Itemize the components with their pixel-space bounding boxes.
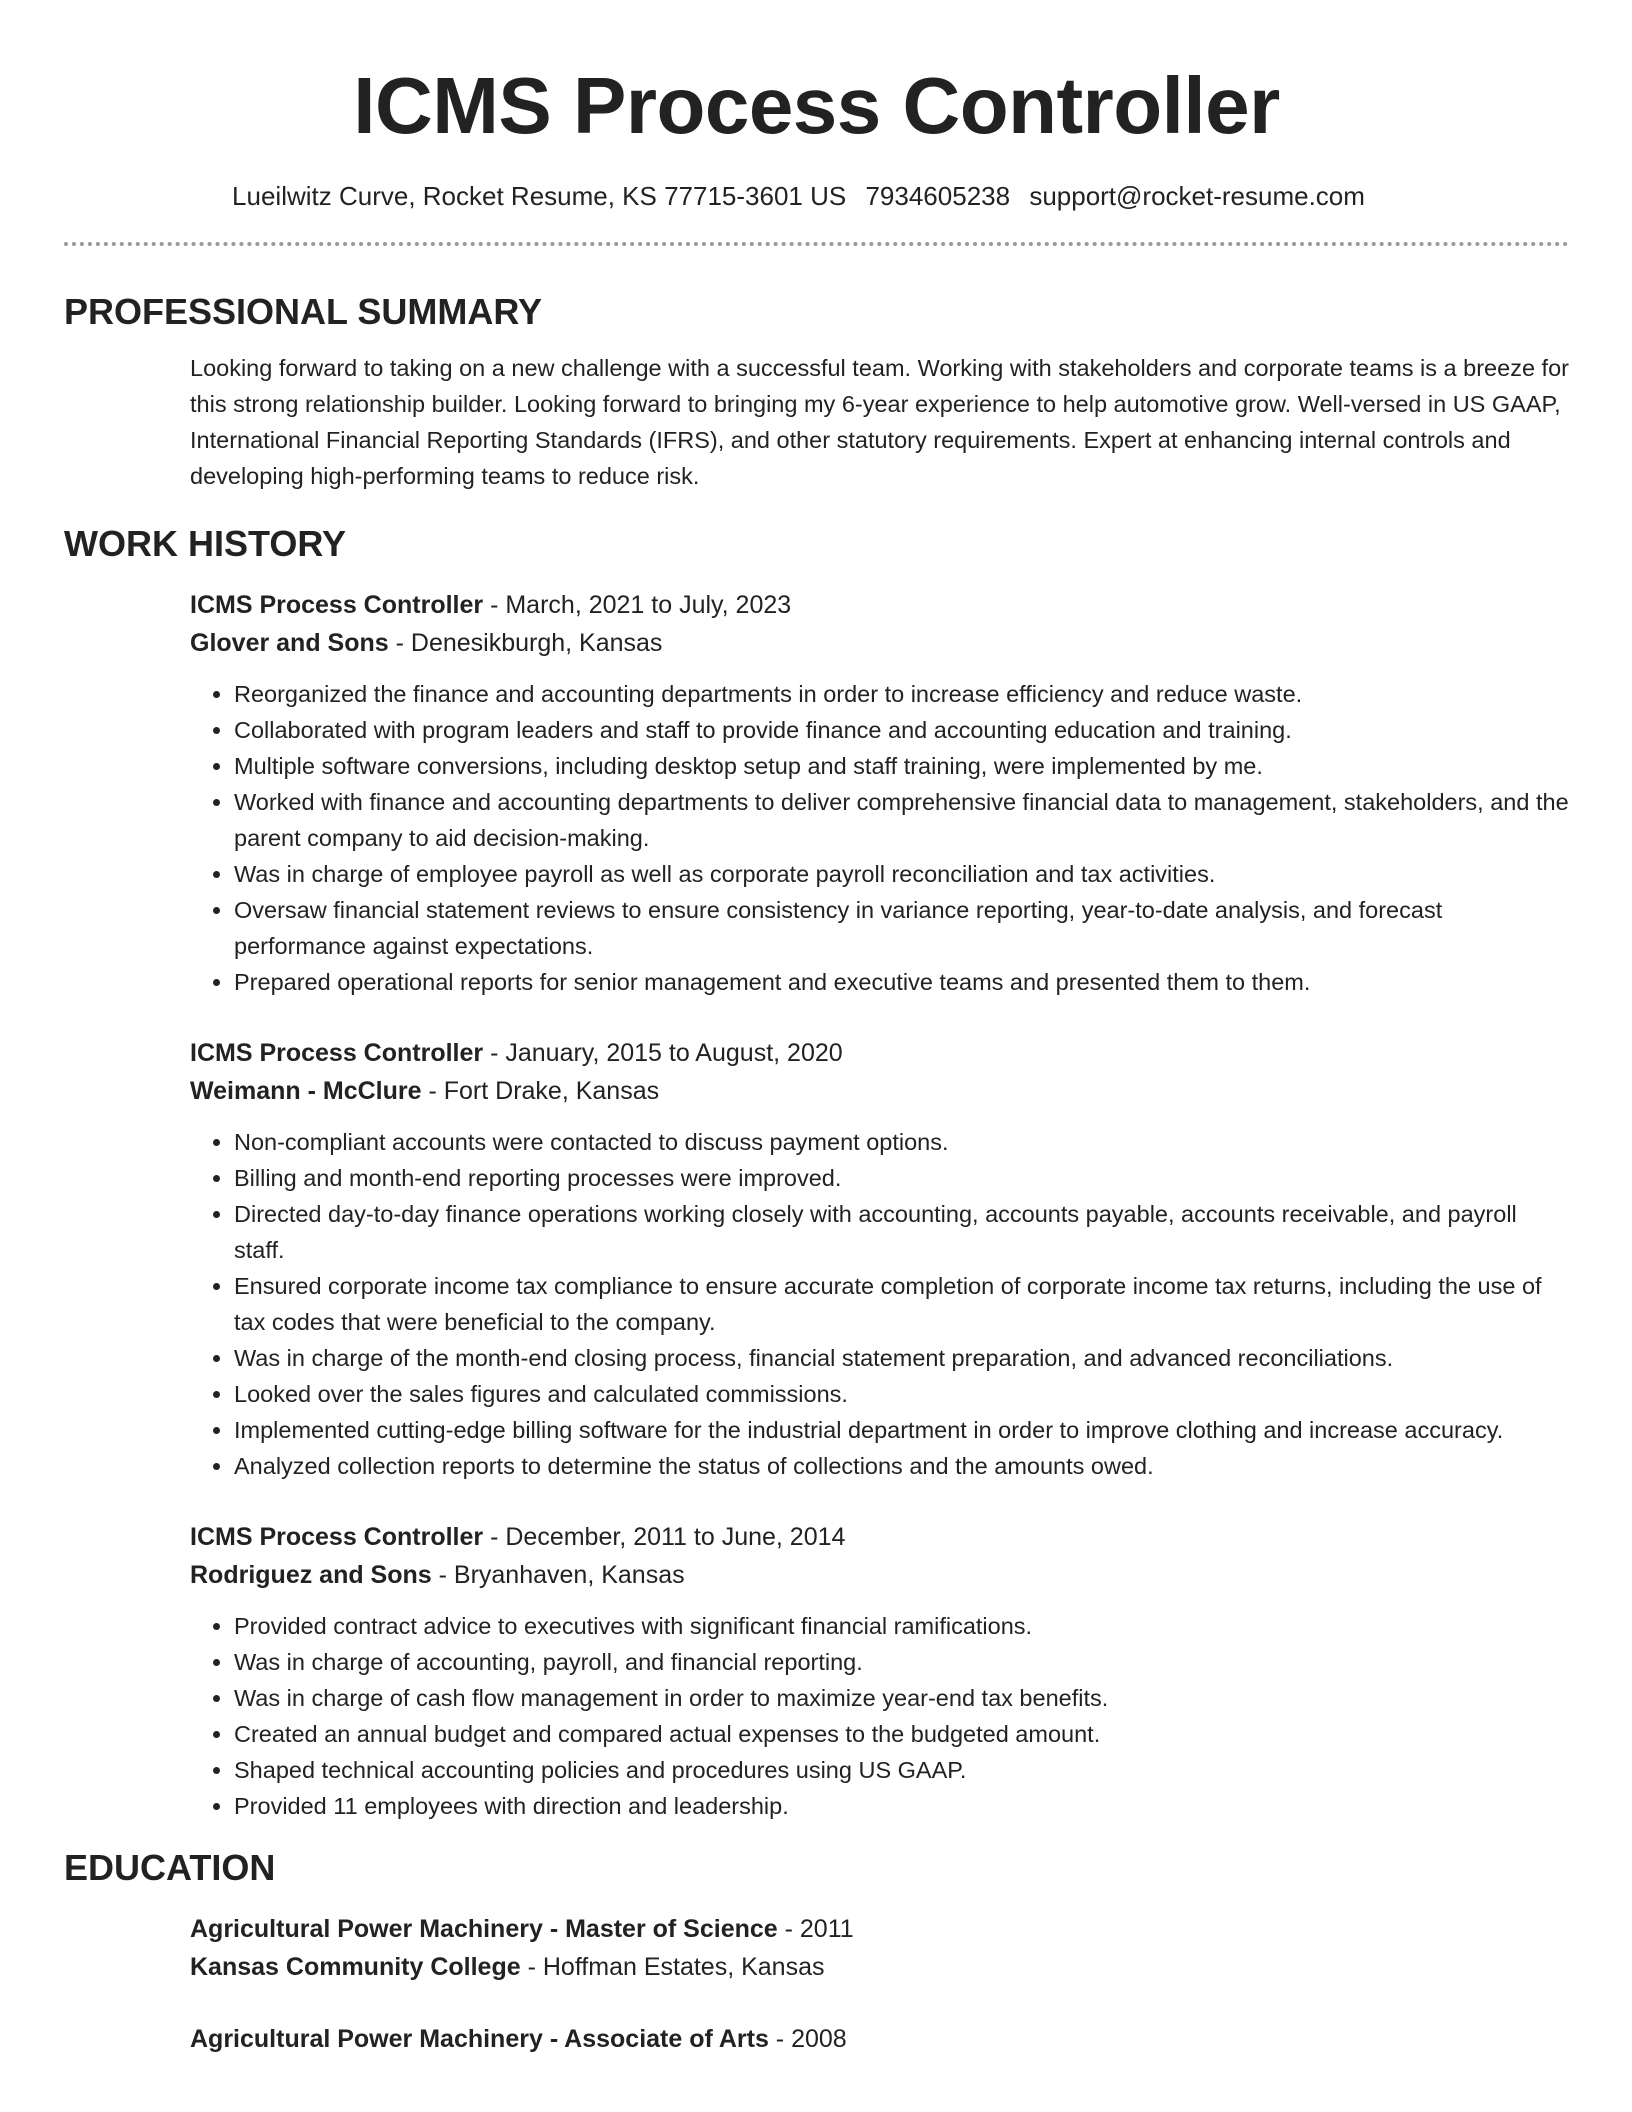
education-degree: Agricultural Power Machinery - Master of Science [190,1915,778,1943]
education-year: - 2011 [777,1915,854,1943]
contact-email: support@rocket-resume.com [1029,181,1365,211]
job-bullet: • Was in charge of cash flow management in order to maximize year-end tax benefits. [234,1680,1569,1716]
job-company-line [190,1556,1569,1594]
job-bullet: • Oversaw financial statement reviews to ensure consistency in variance reporting, year-to-date analysis, and forecast performance against expectations. [234,892,1569,964]
job-role: ICMS Process Controller [190,1523,484,1551]
job-location: - Fort Drake, Kansas [421,1077,660,1105]
contact-phone: 7934605238 [865,181,1011,211]
education-location: - Hoffman Estates, Kansas [520,1953,825,1981]
job-bullet: • Multiple software conversions, including desktop setup and staff training, were implemented by me. [234,748,1569,784]
job-bullet: • Implemented cutting-edge billing software for the industrial department in order to improve clothing and increase accuracy. [234,1412,1569,1448]
education-degree-line [190,1910,1569,1948]
job-bullet: • Looked over the sales figures and calculated commissions. [234,1376,1569,1412]
contact-line [64,178,1569,214]
job-entry [64,1034,1569,1484]
job-location: - Denesikburgh, Kansas [388,629,663,657]
section-title-work-history: WORK HISTORY [64,523,347,564]
job-company: Glover and Sons [190,629,389,657]
job-company: Weimann - McClure [190,1077,422,1105]
education-school: Kansas Community College [190,1953,521,1981]
education-school-line [190,1948,1569,1986]
job-bullet: • Shaped technical accounting policies and procedures using US GAAP. [234,1752,1569,1788]
job-bullet: • Non-compliant accounts were contacted to discuss payment options. [234,1124,1569,1160]
job-bullet: • Ensured corporate income tax compliance to ensure accurate completion of corporate income tax returns, including the use of tax codes that were beneficial to the company. [234,1268,1569,1340]
job-bullet: • Was in charge of the month-end closing process, financial statement preparation, and advanced reconciliations. [234,1340,1569,1376]
job-bullet: • Created an annual budget and compared actual expenses to the budgeted amount. [234,1716,1569,1752]
resume-name: ICMS Process Controller [353,61,1280,150]
job-bullet: • Analyzed collection reports to determine the status of collections and the amounts owed. [234,1448,1569,1484]
job-company-line [190,1072,1569,1110]
resume-page [64,0,1569,2058]
job-bullets [190,1608,1569,1824]
job-bullet: • Was in charge of employee payroll as well as corporate payroll reconciliation and tax activities. [234,856,1569,892]
education-degree-line [190,2020,1569,2058]
job-role: ICMS Process Controller [190,591,484,619]
job-bullet: • Reorganized the finance and accounting departments in order to increase efficiency and reduce waste. [234,676,1569,712]
job-bullet: • Billing and month-end reporting processes were improved. [234,1160,1569,1196]
job-title-line [190,586,1569,624]
job-entry [64,586,1569,1000]
job-bullet: • Directed day-to-day finance operations working closely with accounting, accounts payable, accounts receivable, and payroll staff. [234,1196,1569,1268]
job-bullet: • Worked with finance and accounting departments to deliver comprehensive financial data to management, stakeholders, and the parent company to aid decision-making. [234,784,1569,856]
job-title-line [190,1518,1569,1556]
job-location: - Bryanhaven, Kansas [431,1561,685,1589]
job-role: ICMS Process Controller [190,1039,484,1067]
job-company-line [190,624,1569,662]
section-title-education: EDUCATION [64,1847,276,1888]
job-bullets [190,676,1569,1000]
contact-address: Lueilwitz Curve, Rocket Resume, KS 77715-3601 US [232,181,847,211]
education-entry [64,2020,1569,2058]
summary-text: Looking forward to taking on a new challenge with a successful team. Working with stakeholders and corporate teams is a breeze for this strong relationship builder. Looking forward to bringing my 6-year experience to help automotive grow. Well-versed in US GAAP, International Financial Reporting Standards (IFRS), and other statutory requirements. Expert at enhancing internal controls and developing high-performing teams to reduce risk. [190,355,1569,489]
job-bullet: • Collaborated with program leaders and staff to provide finance and accounting education and training. [234,712,1569,748]
job-company: Rodriguez and Sons [190,1561,432,1589]
education-year: - 2008 [768,2025,847,2053]
job-bullet: • Provided contract advice to executives with significant financial ramifications. [234,1608,1569,1644]
job-dates: - December, 2011 to June, 2014 [483,1523,846,1551]
job-bullet: • Prepared operational reports for senior management and executive teams and presented them to them. [234,964,1569,1000]
job-bullets [190,1124,1569,1484]
education-entry [64,1910,1569,1986]
job-bullet: • Provided 11 employees with direction and leadership. [234,1788,1569,1824]
header-divider [64,242,1569,246]
education-degree: Agricultural Power Machinery - Associate of Arts [190,2025,769,2053]
job-entry [64,1518,1569,1824]
job-bullet: • Was in charge of accounting, payroll, and financial reporting. [234,1644,1569,1680]
job-dates: - March, 2021 to July, 2023 [483,591,792,619]
job-dates: - January, 2015 to August, 2020 [483,1039,843,1067]
section-title-summary: PROFESSIONAL SUMMARY [64,291,543,332]
job-title-line [190,1034,1569,1072]
